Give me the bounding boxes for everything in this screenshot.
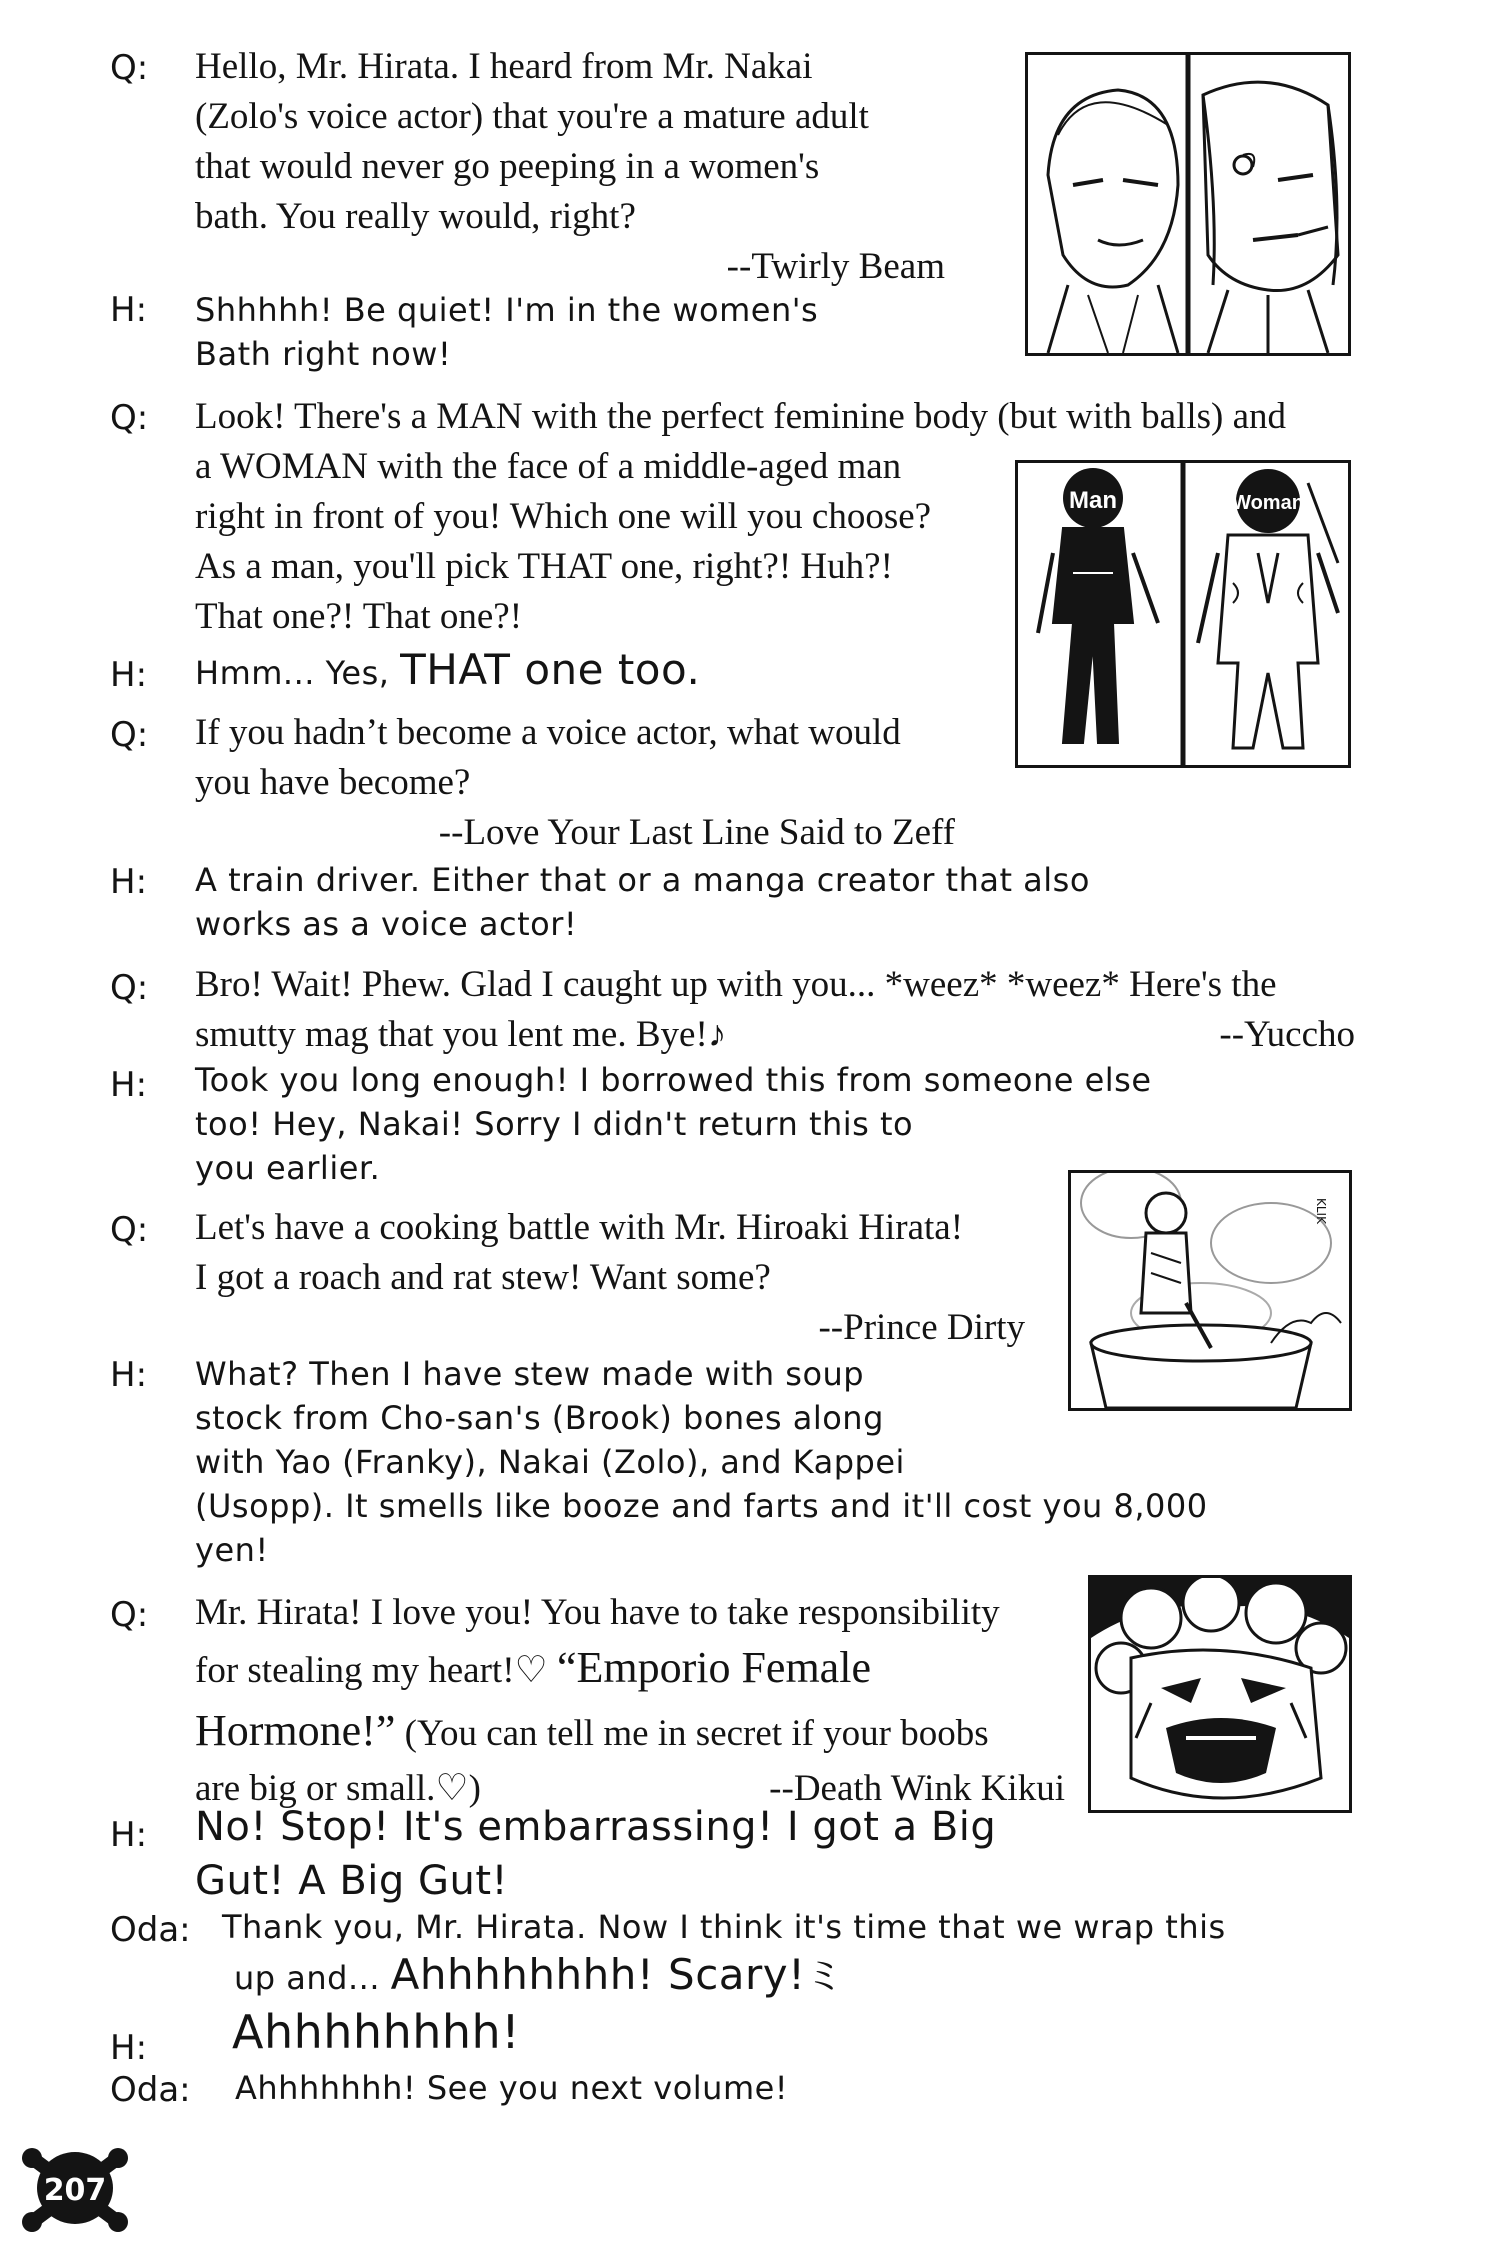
question-5 (195, 1203, 1025, 1353)
question-line: Bro! Wait! Phew. Glad I caught up with you... *weez* *weez* Here's the (195, 964, 1277, 1005)
shiver-mark-icon: ミ (805, 1954, 844, 1998)
question-signature: --Yuccho (1219, 1014, 1355, 1055)
man-woman-illustration (1018, 463, 1348, 765)
answer-line: No! Stop! It's embarrassing! I got a Big (195, 1804, 997, 1850)
oda-emphasis: Ahhhhhhhh! Scary! (390, 1950, 806, 1999)
page-number-badge (20, 2140, 130, 2240)
question-line: Let's have a cooking battle with Mr. Hiroaki Hirata! (195, 1207, 964, 1248)
question-1 (195, 42, 995, 292)
answer-2 (195, 645, 815, 695)
page-number: 207 (43, 2173, 107, 2208)
answer-line: Bath right now! (195, 335, 452, 373)
q-label: Q: (110, 1595, 149, 1635)
question-3 (195, 708, 995, 858)
answer-line: Shhhhh! Be quiet! I'm in the women's (195, 291, 819, 329)
woman-tag: Woman (1232, 492, 1304, 514)
answer-line: (Usopp). It smells like booze and farts and it'll cost you 8,000 (195, 1487, 1208, 1525)
question-signature: --Death Wink Kikui (769, 1768, 1065, 1809)
h-label: H: (110, 1815, 148, 1855)
question-signature: --Prince Dirty (818, 1307, 1025, 1348)
q-label: Q: (110, 48, 149, 88)
manga-panel-man-woman (1015, 460, 1351, 768)
answer-line: stock from Cho-san's (Brook) bones along (195, 1399, 884, 1437)
question-emphasis: Hormone!” (195, 1706, 396, 1755)
question-line: a WOMAN with the face of a middle-aged man (195, 446, 902, 487)
question-line: Look! There's a MAN with the perfect feminine body (but with balls) and (195, 396, 1287, 437)
question-line: bath. You really would, right? (195, 196, 636, 237)
question-line: If you hadn’t become a voice actor, what would (195, 712, 901, 753)
question-line: you have become? (195, 762, 471, 803)
answer-7: Ahhhhhhhh! (232, 2005, 521, 2059)
answer-line: Gut! A Big Gut! (195, 1858, 509, 1904)
answer-line: with Yao (Franky), Nakai (Zolo), and Kappei (195, 1443, 905, 1481)
q-label: Q: (110, 715, 149, 755)
question-emphasis: “Emporio Female (556, 1643, 871, 1692)
q-label: Q: (110, 1210, 149, 1250)
question-line: (Zolo's voice actor) that you're a mature adult (195, 96, 869, 137)
question-signature: --Love Your Last Line Said to Zeff (438, 812, 955, 853)
skull-crossbones-icon (20, 2140, 130, 2240)
question-line: right in front of you! Which one will you choose? (195, 496, 932, 537)
question-line: smutty mag that you lent me. Bye!♪ (195, 1014, 727, 1055)
manga-panel-ivankov (1088, 1575, 1352, 1813)
answer-line: What? Then I have stew made with soup (195, 1355, 865, 1393)
answer-text: one too. (510, 645, 701, 694)
h-label: H: (110, 1355, 148, 1395)
oda-text-line: Thank you, Mr. Hirata. Now I think it's time that we wrap this (222, 1908, 1226, 1946)
answer-text: Hmm... Yes, (195, 654, 401, 692)
question-line: that would never go peeping in a women's (195, 146, 820, 187)
man-tag: Man (1069, 487, 1117, 514)
oda-label: Oda: (110, 2070, 191, 2110)
answer-line: yen! (195, 1531, 269, 1569)
zolo-sanji-illustration (1028, 55, 1348, 353)
q-label: Q: (110, 968, 149, 1008)
question-text: for stealing my heart!♡ (195, 1650, 557, 1691)
oda-text: up and... (234, 1959, 391, 1997)
question-4 (195, 960, 1355, 1060)
h-label: H: (110, 290, 148, 330)
question-line: I got a roach and rat stew! Want some? (195, 1257, 771, 1298)
h-label: H: (110, 655, 148, 695)
answer-line: you earlier. (195, 1149, 381, 1187)
oda-line-2: Ahhhhhhh! See you next volume! (235, 2069, 789, 2107)
answer-emphasis: THAT (400, 645, 511, 694)
answer-6 (195, 1800, 1195, 1908)
question-signature: --Twirly Beam (726, 246, 945, 287)
question-line: As a man, you'll pick THAT one, right?! Huh?! (195, 546, 893, 587)
answer-1 (195, 288, 995, 376)
question-line: are big or small.♡) (195, 1768, 481, 1809)
ivankov-illustration (1091, 1578, 1349, 1810)
answer-5 (195, 1352, 1395, 1572)
h-label: H: (110, 1065, 148, 1105)
question-6 (195, 1588, 1075, 1814)
question-line: Mr. Hirata! I love you! You have to take responsibility (195, 1592, 1000, 1633)
answer-line: A train driver. Either that or a manga creator that also (195, 861, 1090, 899)
question-line: That one?! That one?! (195, 596, 523, 637)
answer-line: works as a voice actor! (195, 905, 578, 943)
answer-3 (195, 858, 1395, 946)
manga-panel-zolo-sanji (1025, 52, 1351, 356)
q-label: Q: (110, 398, 149, 438)
oda-line-1 (222, 1905, 1402, 2000)
h-label: H: (110, 2028, 148, 2068)
answer-line: Took you long enough! I borrowed this from someone else (195, 1061, 1152, 1099)
question-text: (You can tell me in secret if your boobs (395, 1713, 989, 1754)
h-label: H: (110, 862, 148, 902)
oda-label: Oda: (110, 1910, 191, 1950)
answer-line: too! Hey, Nakai! Sorry I didn't return this to (195, 1105, 914, 1143)
question-line: Hello, Mr. Hirata. I heard from Mr. Nakai (195, 46, 813, 87)
sfx-text: KLIK (1314, 1198, 1328, 1224)
